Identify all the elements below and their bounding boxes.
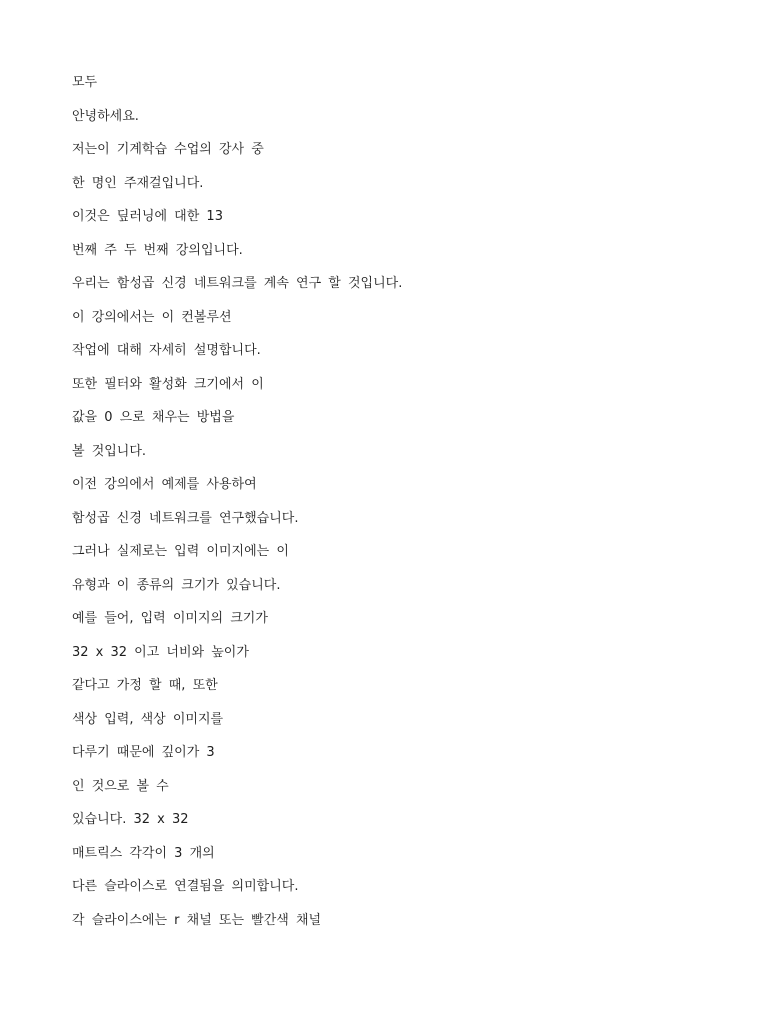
transcript-line-14: 함성곱 신경 네트워크를 연구했습니다. [72, 510, 299, 526]
transcript-line-11: 값을 0 으로 채우는 방법을 [72, 410, 235, 425]
transcript-line-2: 안녕하세요. [72, 108, 139, 124]
transcript-line-5: 이것은 딮러닝에 대한 13 [72, 209, 223, 224]
transcript-line-24: 매트릭스 각각이 3 개의 [72, 845, 215, 861]
transcript-line-25: 다른 슬라이스로 연결됨을 의미합니다. [72, 879, 299, 894]
transcript-line-15: 그러나 실제로는 입력 이미지에는 이 [72, 544, 289, 559]
transcript-line-8: 이 강의에서는 이 컨볼루션 [72, 309, 232, 325]
transcript-line-13: 이전 강의에서 예제를 사용하여 [72, 477, 257, 492]
transcript-line-18: 32 x 32 이고 너비와 높이가 [72, 644, 249, 660]
transcript-line-10: 또한 필터와 활성화 크기에서 이 [72, 376, 264, 392]
transcript-line-6: 번째 주 두 번째 강의입니다. [72, 242, 243, 258]
transcript-line-26: 각 슬라이스에는 r 채널 또는 빨간색 채널 [72, 912, 322, 928]
transcript-line-22: 인 것으로 볼 수 [72, 778, 169, 794]
transcript-line-17: 예를 들어, 입력 이미지의 크기가 [72, 611, 268, 626]
transcript-line-20: 색상 입력, 색상 이미지를 [72, 711, 224, 727]
transcript-line-1: 모두 [72, 75, 98, 90]
transcript-text [72, 73, 732, 944]
transcript-line-9: 작업에 대해 자세히 설명합니다. [72, 343, 261, 358]
transcript-line-23: 있습니다. 32 x 32 [72, 812, 189, 827]
transcript-line-19: 같다고 가정 할 때, 또한 [72, 678, 218, 693]
transcript-line-7: 우리는 함성곱 신경 네트워크를 계속 연구 할 것입니다. [72, 276, 403, 291]
transcript-line-4: 한 명인 주재걸입니다. [72, 175, 204, 191]
transcript-line-16: 유형과 이 종류의 크기가 있습니다. [72, 577, 281, 593]
transcript-line-21: 다루기 때문에 깊이가 3 [72, 745, 215, 760]
transcript-line-3: 저는이 기계학습 수업의 강사 중 [72, 142, 264, 157]
transcript-line-12: 볼 것입니다. [72, 443, 147, 459]
